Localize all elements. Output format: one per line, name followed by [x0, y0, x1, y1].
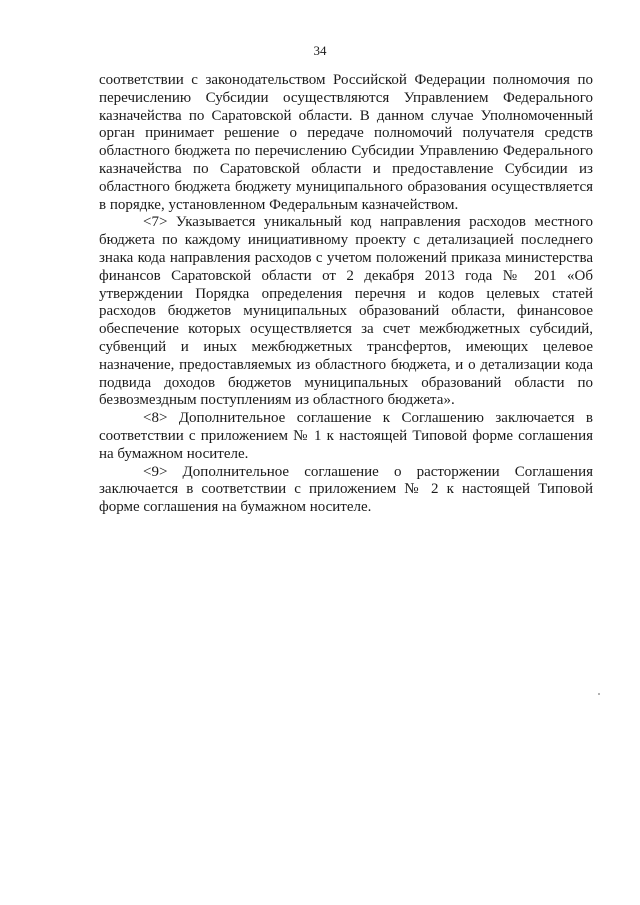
footnote-continuation-paragraph: соответствии с законодательством Российской Федерации полномочия по перечислению Субсидии осуществляются Управлением Федерального казначейства по Саратовской области. В данном случае Уполномоченный орган принимает решение о передаче полномочий получателя средств областного бюджета по перечислению Субсидии Управлению Федерального казначейства по Саратовской области и предоставление Субсидии из областного бюджета бюджету муниципального образования осуществляется в порядке, установленном Федеральным казначейством. — [99, 72, 593, 213]
footnote-9-paragraph: <9> Дополнительное соглашение о расторжении Соглашения заключается в соответствии с приложением № 2 к настоящей Типовой форме соглашения на бумажном носителе. — [99, 463, 593, 516]
footnotes-text-block — [99, 72, 593, 517]
footnote-7-paragraph: <7> Указывается уникальный код направления расходов местного бюджета по каждому инициативному проекту с детализацией последнего знака кода направления расходов с учетом положений приказа министерства финансов Саратовской области от 2 декабря 2013 года № 201 «Об утверждении Порядка определения перечня и кодов целевых статей расходов бюджетов муниципальных образований области, финансовое обеспечение которых осуществляется за счет межбюджетных субсидий, субвенций и иных межбюджетных трансфертов, имеющих целевое назначение, предоставляемых из областного бюджета, и о детализации кода подвида доходов бюджетов муниципальных образований области по безвозмездным поступлениям из областного бюджета». — [99, 214, 593, 409]
page-number: 34 — [313, 43, 327, 58]
footnote-8-paragraph: <8> Дополнительное соглашение к Соглашению заключается в соответствии с приложением № 1 к настоящей Типовой форме соглашения на бумажном носителе. — [99, 410, 593, 462]
scan-speck — [598, 693, 600, 695]
